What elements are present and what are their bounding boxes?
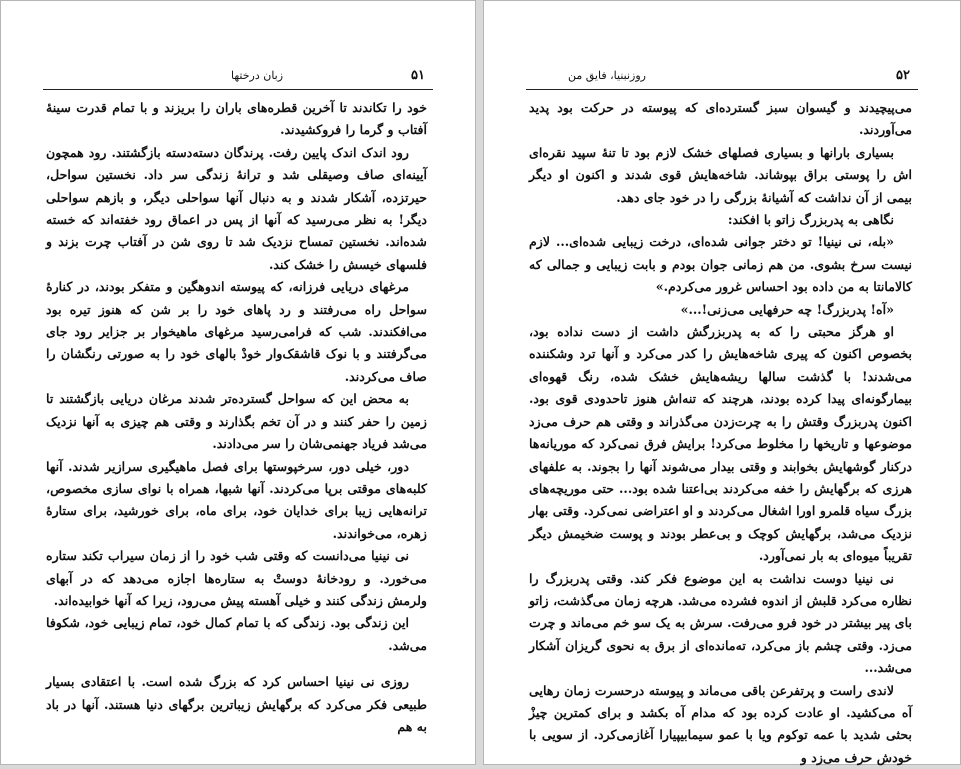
- paragraph: خود را تکاندند تا آخرین قطره‌های باران را بریزند و با تمام قدرت سینهٔ آفتاب و گرما را فروکشیدند.: [46, 100, 427, 138]
- running-title: روزنبنیا، فایق من: [568, 69, 646, 82]
- page-header: [51, 69, 425, 87]
- page-number: ۵۱: [411, 68, 425, 83]
- paragraph: لاندی راست و پرتفرعن باقی می‌ماند و پیوسته درحسرت زمان رهایی آه می‌کشید. او عادت کرده بود که مدام آه بکشد و برای کمترین چیزْ بحثی شدید با عمه توکوم ویا با عمو سیمابیپیارا آغازمی‌کرد. از سویی با خودش حرف می‌زد و: [529, 682, 912, 765]
- paragraph: نی نینیا دوست نداشت به این موضوع فکر کند. وقتی پدربزرگ را نظاره می‌کرد قلبش از اندوه فشرده می‌شد. هرچه زمان می‌گذشت، زاتو بای پیر بیشتر در خود فرو می‌رفت. سرش به یک سو خم می‌ماند و چرت می‌زد. وقتی چشم باز می‌کرد، ته‌مانده‌ای از برق به نحوی گریزان آشکار می‌شد...: [529, 570, 912, 676]
- page-header: [534, 69, 910, 87]
- paragraph: او هرگز محبتی را که به پدربزرگش داشت از دست نداده بود، بخصوص اکنون که پیری شاخه‌هایش را کدر می‌کرد و آنها ترد وشکننده می‌شدند! با گذشت سالها ریشه‌هایش خشک شده، رنگ قهوه‌ای بیمارگونه‌ای پیدا کرده بودند، هرچند که تنه‌اش هنوز تاحدودی قوی بود. اکنون پدربزرگ وقتش را به چرت‌زدن می‌گذراند و وقتی هم حرف می‌زد موضوعها و تاریخها را مخلوط می‌کرد! برایش فرق نمی‌کرد که موریانه‌ها درکنار گوشهایش بخوابند و وقتی بیدار می‌شوند آنها را بجوند. به علفهای هرزی که برگهایش را خفه می‌کردند بی‌اعتنا شده بود... حتی موریچه‌های بزرگ سیاه قلمرو اورا اشغال می‌کردند و او اعتراضی نمی‌کرد. وقتی بهار نزدیک می‌شد، برگهایش کوچک و بی‌عطر بودند و پوست ضخیمش دیگر تقریباً میوه‌ای به بار نمی‌آورد.: [529, 324, 912, 564]
- running-title: زبان درختها: [231, 69, 284, 82]
- paragraph: روزی نی نینیا احساس کرد که بزرگ شده است. با اعتقادی بسیار طبیعی فکر می‌کرد که برگهایش زیباترین برگهای دنیا هستند. آنها در باد به هم: [46, 674, 427, 734]
- paragraph: به محض این که سواحل گسترده‌تر شدند مرغان دریایی بازگشتند تا زمین را حفر کنند و در آن تخم بگذارند و وقتی هم چیزی به آنها نزدیک می‌شد فریاد جهنمی‌شان را سر می‌دادند.: [46, 391, 427, 452]
- left-page: [0, 0, 476, 765]
- paragraph: می‌پیچیدند و گیسوان سبز گسترده‌ای که پیوسته در حرکت بود پدید می‌آوردند.: [529, 100, 912, 138]
- body-text: [529, 97, 912, 769]
- paragraph: نگاهی به پدربزرگ زاتو با افکند:: [727, 212, 894, 228]
- body-text: [46, 97, 427, 738]
- paragraph: این زندگی بود. زندگی که با تمام کمال خود، تمام زیبایی خود، شکوفا می‌شد.: [46, 615, 427, 653]
- paragraph: دور، خیلی دور، سرخپوستها برای فصل ماهیگیری سرازیر شدند. آنها کلبه‌های موقتی برپا می‌کردند. آنها شبها، همراه با نوای سازی مخصوص، ترانه‌هایی زیبا برای خدایان خود، برای ماه، برای خورشید، برای ستارهٔ زهره، می‌خواندند.: [46, 458, 427, 541]
- paragraph: «آه! پدربزرگ! چه حرفهایی می‌زنی!...»: [680, 301, 894, 317]
- paragraph: رود اندک اندک پایین رفت. پرندگان دسته‌دسته بازگشتند. رود همچون آیینه‌ای صاف وصیقلی شد و ترانهٔ زندگی سر داد. نخستین سواحل، حیرتزده، آشکار شدند و به دنبال آنها سواحلی دیگر، و بازهم سواحلی دیگر! به نظر می‌رسید که آنها از پس در اعماق رود خفته‌اند که خسته شده‌اند. نخستین تمساح نزدیک شد تا روی شن در آفتاب چرت بزند و فلسهای خیسش را خشک کند.: [46, 144, 427, 272]
- header-rule: [43, 89, 433, 90]
- paragraph: مرغهای دریایی فرزانه، که پیوسته اندوهگین و متفکر بودند، در کنارهٔ سواحل راه می‌رفتند و رد پاهای خود را بر شن که هنوز تیره بود می‌افکندند. شب که فرامی‌رسید مرغهای ماهیخوار بر جزایر رود جای می‌گرفتند و با نوک قاشقک‌وار خودْ بالهای خود را به صورتی رنگشان را صاف می‌کردند.: [46, 279, 427, 384]
- paragraph: «بله، نی نینیا! تو دختر جوانی شده‌ای، درخت زیبایی شده‌ای... لازم نیست سرخ بشوی. من هم زمانی جوان بودم و بابت زیبایی و جمالی که کالامانتا به من داده بود احساس غرور می‌کردم.»: [529, 234, 912, 295]
- header-rule: [526, 89, 918, 90]
- paragraph: بسیاری بارانها و بسیاری فصلهای خشک لازم بود تا تنهٔ سپید نقره‌ای اش را پوستی براق بپوشاند. شاخه‌هایش قوی شدند و اکنون او دیگر بیمی از آن نداشت که آشیانهٔ بزرگی را در خود جای دهد.: [529, 144, 912, 205]
- page-number: ۵۲: [896, 68, 910, 83]
- paragraph: نی نینیا می‌دانست که وقتی شب خود را از زمان سیراب تکند ستاره می‌خورد. و رودخانهٔ دوستْ به ستاره‌ها اجازه می‌دهد که در آبهای ولرمش زندگی کنند و خیلی آهسته پیش می‌رود، زیرا که آنها خوابیده‌اند.: [46, 548, 427, 608]
- right-page: [483, 0, 961, 765]
